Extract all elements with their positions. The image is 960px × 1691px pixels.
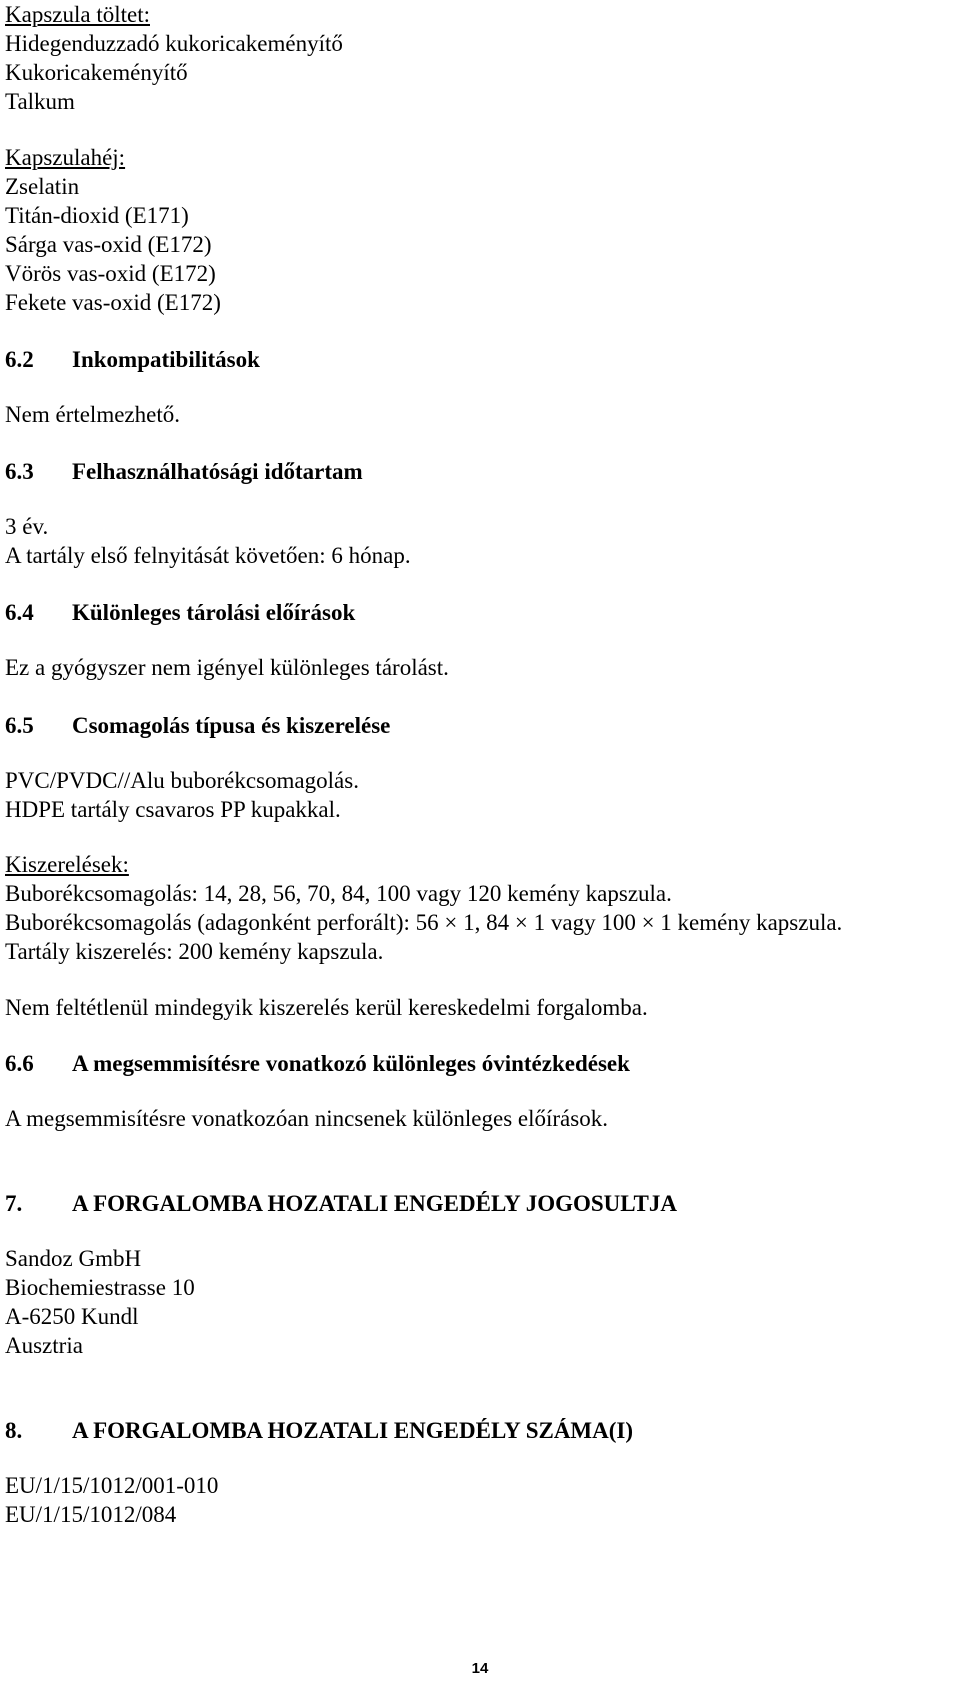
section-number: 8. bbox=[5, 1418, 23, 1443]
section-number: 6.5 bbox=[5, 713, 34, 738]
section-6-2-text: Nem értelmezhető. bbox=[5, 402, 180, 427]
page-number: 14 bbox=[471, 1660, 489, 1677]
capsule-shell-label: Kapszulahéj: bbox=[5, 145, 126, 170]
shell-item: Fekete vas-oxid (E172) bbox=[5, 290, 221, 315]
section-number: 7. bbox=[5, 1191, 23, 1216]
section-number: 6.6 bbox=[5, 1051, 34, 1076]
capsule-filling-label: Kapszula töltet: bbox=[5, 2, 150, 27]
packaging-text: PVC/PVDC//Alu buborékcsomagolás. bbox=[5, 768, 359, 793]
section-6-2-heading bbox=[5, 345, 260, 375]
section-6-3-heading bbox=[5, 457, 363, 487]
shell-item: Sárga vas-oxid (E172) bbox=[5, 232, 212, 257]
section-title: Csomagolás típusa és kiszerelése bbox=[72, 713, 391, 738]
shell-item: Zselatin bbox=[5, 174, 80, 199]
filling-item: Kukoricakeményítő bbox=[5, 60, 188, 85]
marketing-note: Nem feltétlenül mindegyik kiszerelés kerül kereskedelmi forgalomba. bbox=[5, 995, 648, 1020]
shelf-life-text: 3 év. bbox=[5, 514, 49, 539]
section-6-5-heading bbox=[5, 711, 390, 741]
shell-item: Titán-dioxid (E171) bbox=[5, 203, 189, 228]
authorisation-number: EU/1/15/1012/084 bbox=[5, 1502, 177, 1527]
authorisation-number: EU/1/15/1012/001-010 bbox=[5, 1473, 219, 1498]
section-title: Különleges tárolási előírások bbox=[72, 600, 356, 625]
section-number: 6.3 bbox=[5, 459, 34, 484]
shell-item: Vörös vas-oxid (E172) bbox=[5, 261, 216, 286]
section-title: A megsemmisítésre vonatkozó különleges óvintézkedések bbox=[72, 1051, 630, 1076]
holder-address-line: Sandoz GmbH bbox=[5, 1246, 142, 1271]
shelf-life-text: A tartály első felnyitását követően: 6 hónap. bbox=[5, 543, 411, 568]
section-number: 6.4 bbox=[5, 600, 34, 625]
section-6-4-text: Ez a gyógyszer nem igényel különleges tárolást. bbox=[5, 655, 449, 680]
packaging-text: HDPE tartály csavaros PP kupakkal. bbox=[5, 797, 341, 822]
pack-size-line: Tartály kiszerelés: 200 kemény kapszula. bbox=[5, 939, 384, 964]
holder-address-line: Biochemiestrasse 10 bbox=[5, 1275, 195, 1300]
pack-size-line: Buborékcsomagolás: 14, 28, 56, 70, 84, 100 vagy 120 kemény kapszula. bbox=[5, 881, 672, 906]
section-title: A FORGALOMBA HOZATALI ENGEDÉLY SZÁMA(I) bbox=[72, 1418, 634, 1443]
section-number: 6.2 bbox=[5, 347, 34, 372]
section-7-heading bbox=[5, 1189, 677, 1219]
holder-address-line: A-6250 Kundl bbox=[5, 1304, 139, 1329]
section-6-6-heading bbox=[5, 1049, 630, 1079]
filling-item: Talkum bbox=[5, 89, 75, 114]
section-title: A FORGALOMBA HOZATALI ENGEDÉLY JOGOSULTJA bbox=[72, 1191, 677, 1216]
section-8-heading bbox=[5, 1416, 633, 1446]
section-6-4-heading bbox=[5, 598, 355, 628]
section-6-6-text: A megsemmisítésre vonatkozóan nincsenek különleges előírások. bbox=[5, 1106, 608, 1131]
pack-size-line: Buborékcsomagolás (adagonként perforált): 56 × 1, 84 × 1 vagy 100 × 1 kemény kapszula. bbox=[5, 910, 843, 935]
holder-address-line: Ausztria bbox=[5, 1333, 83, 1358]
section-title: Inkompatibilitások bbox=[72, 347, 260, 372]
pack-sizes-label: Kiszerelések: bbox=[5, 852, 129, 877]
filling-item: Hidegenduzzadó kukoricakeményítő bbox=[5, 31, 343, 56]
section-title: Felhasználhatósági időtartam bbox=[72, 459, 363, 484]
